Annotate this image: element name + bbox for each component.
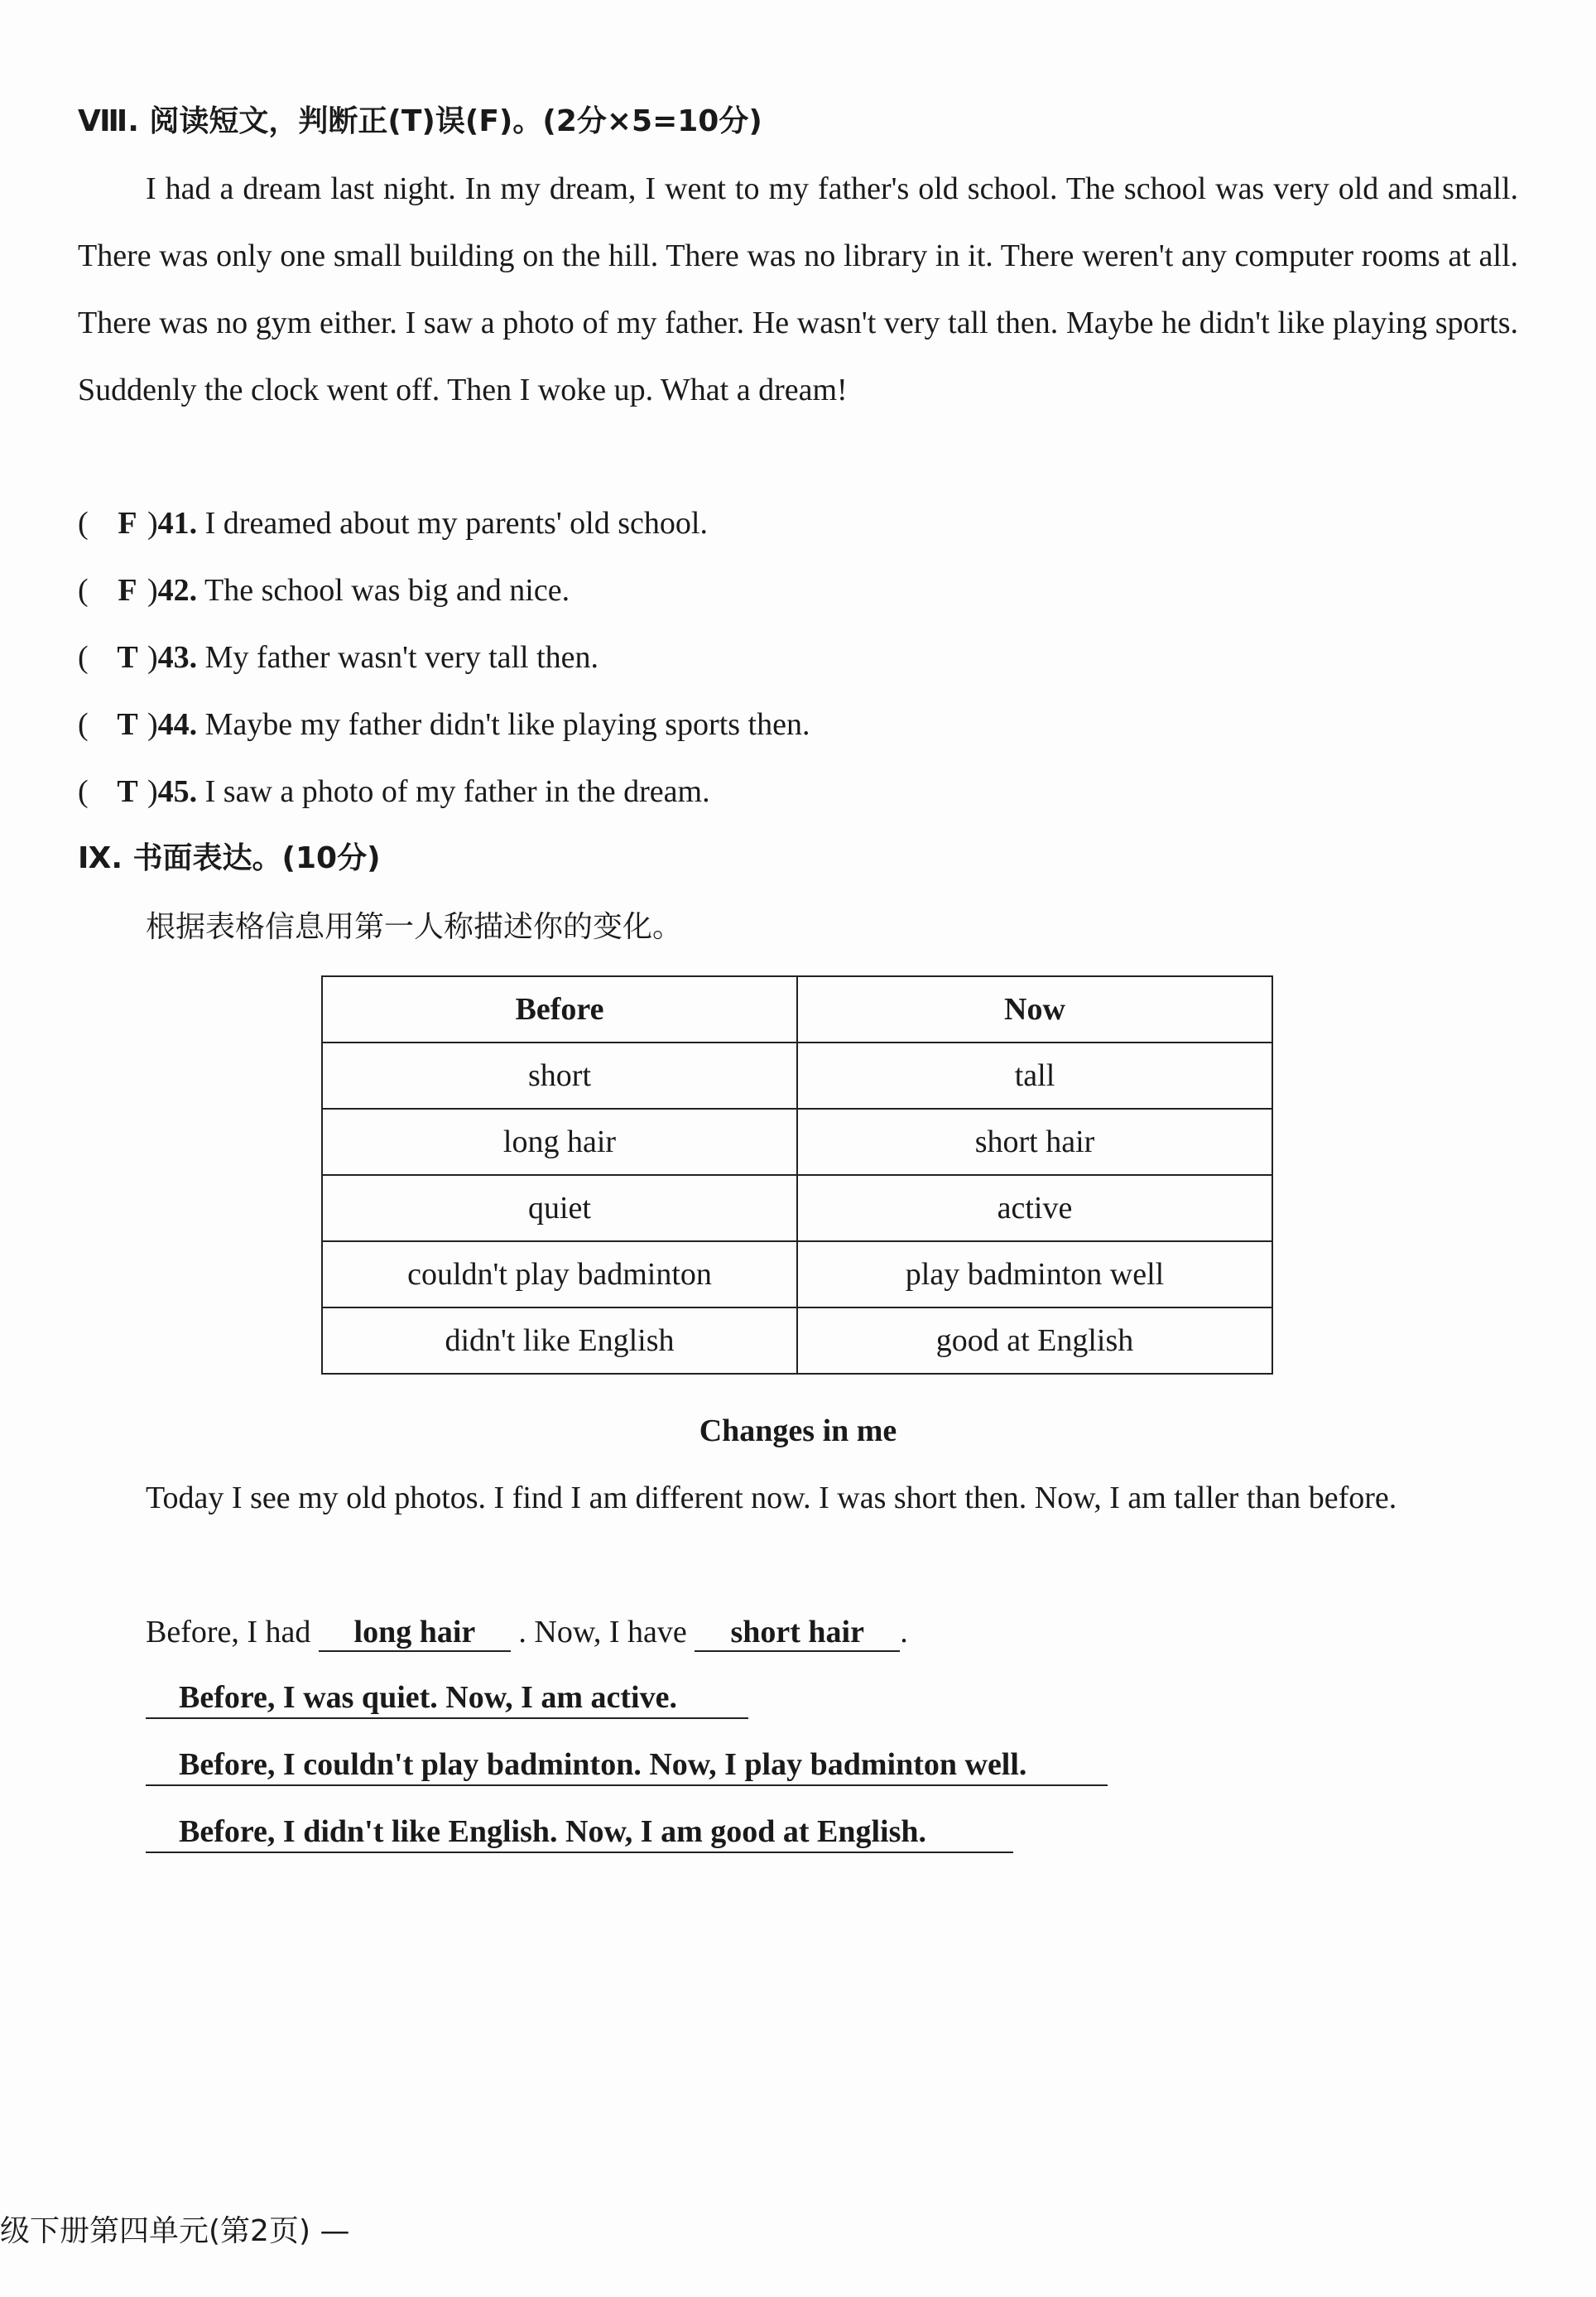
question-43-text: My father wasn't very tall then. (204, 640, 599, 675)
table-cell: tall (797, 1043, 1272, 1109)
question-42: ( F )42. The school was big and nice. (78, 570, 570, 611)
question-45-number: 45. (157, 774, 198, 809)
question-44-answer: T (117, 707, 138, 742)
table-cell: quiet (322, 1175, 797, 1241)
table-header-row (322, 976, 1272, 1043)
reading-passage: I had a dream last night. In my dream, I went to my father's old school. The school was very old and small. There was only one small building on the hill. There was no library in it. There weren't any computer rooms at all. There was no gym either. I saw a photo of my father. He wasn't very tall then. Maybe he didn't like playing sports. Suddenly the clock went off. Then I woke up. What a dream! (78, 171, 1518, 407)
question-42-text: The school was big and nice. (204, 573, 570, 608)
table-row (322, 1109, 1272, 1175)
table-row (322, 1175, 1272, 1241)
question-41-answer: F (118, 506, 137, 541)
table-header-now: Now (797, 976, 1272, 1043)
question-45-answer: T (117, 774, 138, 809)
fill-prefix: Before, I had (146, 1615, 311, 1649)
page-footer: 级下册第四单元(第2页) — (0, 2214, 350, 2248)
essay-title: Changes in me (699, 1413, 897, 1448)
question-43-number: 43. (157, 640, 198, 675)
question-44-number: 44. (157, 707, 198, 742)
answer-line-1: Before, I was quiet. Now, I am active. (146, 1678, 748, 1719)
question-44-text: Maybe my father didn't like playing sports then. (204, 707, 810, 742)
fill-in-sentence (146, 1611, 908, 1653)
table-cell: short (322, 1043, 797, 1109)
table-cell: short hair (797, 1109, 1272, 1175)
table-header-before: Before (322, 976, 797, 1043)
table-cell: play badminton well (797, 1241, 1272, 1307)
table-cell: active (797, 1175, 1272, 1241)
table-cell: couldn't play badminton (322, 1241, 797, 1307)
fill-blank-2: short hair (695, 1614, 900, 1652)
table-cell: didn't like English (322, 1307, 797, 1374)
essay-intro: Today I see my old photos. I find I am different now. I was short then. Now, I am taller than before. (146, 1481, 1397, 1515)
fill-blank-1: long hair (319, 1614, 511, 1652)
question-44: ( T )44. Maybe my father didn't like playing sports then. (78, 704, 810, 745)
question-45: ( T )45. I saw a photo of my father in the dream. (78, 771, 710, 812)
table-row (322, 1307, 1272, 1374)
fill-end: . (900, 1615, 908, 1649)
fill-middle: . Now, I have (518, 1615, 687, 1649)
section-8-heading: Ⅷ. 阅读短文，判断正(T)误(F)。(2分×5=10分) (78, 104, 762, 138)
question-45-text: I saw a photo of my father in the dream. (204, 774, 710, 809)
answer-line-3: Before, I didn't like English. Now, I am good at English. (146, 1812, 1013, 1853)
table-cell: good at English (797, 1307, 1272, 1374)
writing-instruction: 根据表格信息用第一人称描述你的变化。 (146, 910, 683, 944)
question-43-answer: T (117, 640, 138, 675)
section-9-heading: Ⅸ. 书面表达。(10分) (78, 841, 381, 875)
question-41: ( F )41. I dreamed about my parents' old school. (78, 503, 708, 544)
question-41-text: I dreamed about my parents' old school. (204, 506, 708, 541)
question-41-number: 41. (157, 506, 198, 541)
question-42-answer: F (118, 573, 137, 608)
question-42-number: 42. (157, 573, 198, 608)
table-row (322, 1241, 1272, 1307)
changes-table (321, 975, 1273, 1375)
answer-line-2: Before, I couldn't play badminton. Now, I play badminton well. (146, 1745, 1108, 1786)
table-row (322, 1043, 1272, 1109)
question-43: ( T )43. My father wasn't very tall then. (78, 637, 598, 678)
table-cell: long hair (322, 1109, 797, 1175)
